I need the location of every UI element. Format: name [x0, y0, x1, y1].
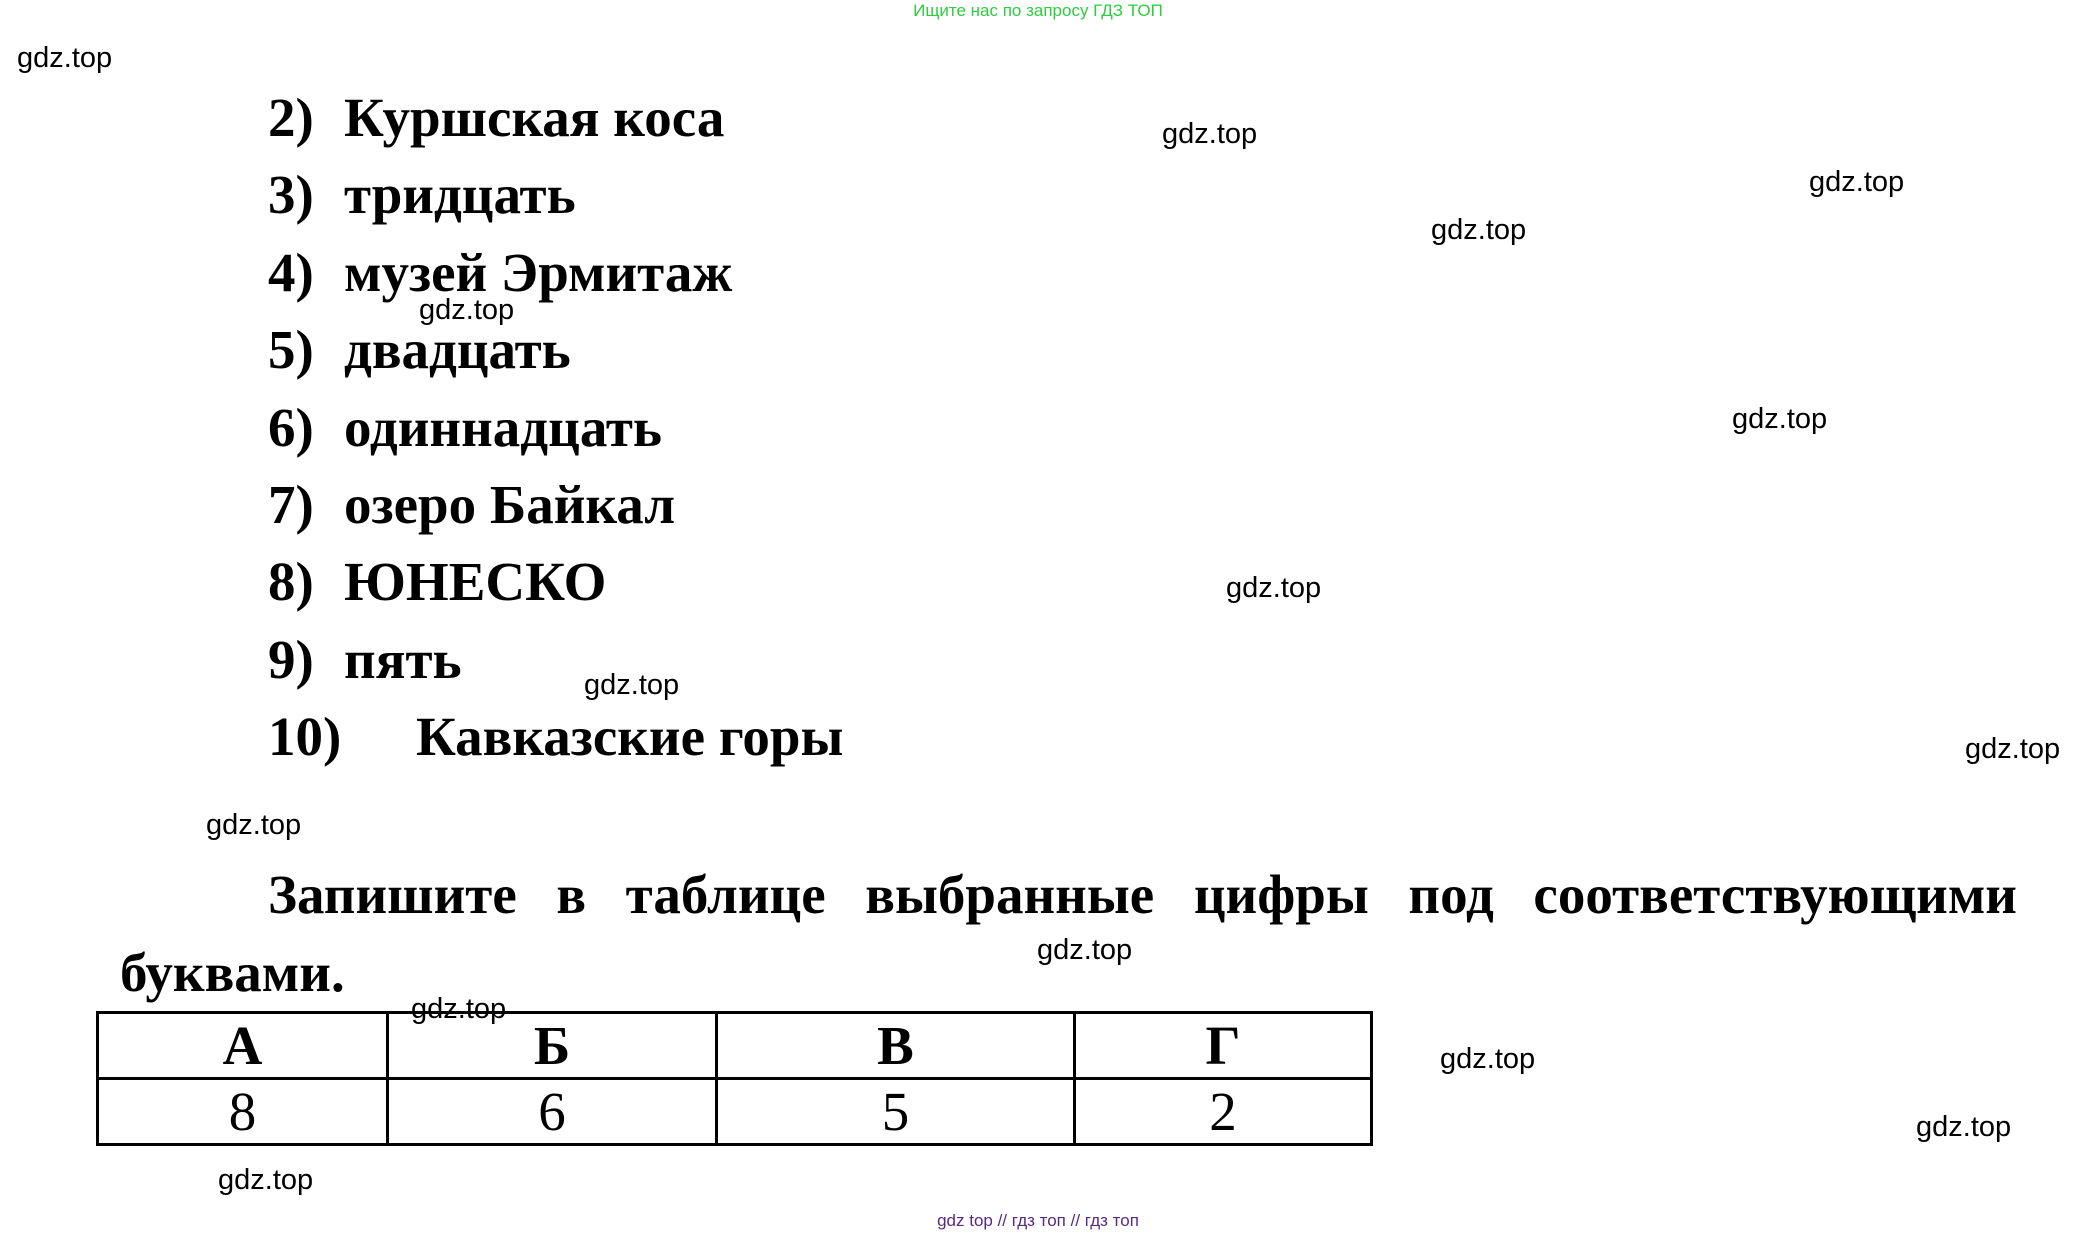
watermark: gdz.top: [206, 809, 302, 841]
list-item-number: 4): [268, 241, 314, 303]
table-cell: 2: [1075, 1079, 1372, 1145]
list-item-number: 3): [268, 164, 314, 226]
list-item-text: музей Эрмитаж: [344, 241, 733, 303]
list-item-number: 5): [268, 319, 314, 381]
watermark: gdz.top: [1916, 1111, 2012, 1143]
answer-options-list: [268, 86, 843, 783]
list-item: [268, 241, 843, 318]
table-row: [98, 1079, 1372, 1145]
watermark: gdz.top: [218, 1164, 314, 1196]
table-cell: 6: [388, 1079, 717, 1145]
table-header-row: [98, 1013, 1372, 1079]
watermark: gdz.top: [1809, 166, 1905, 198]
watermark: gdz.top: [1965, 733, 2061, 765]
list-item-text: Куршская коса: [344, 87, 725, 148]
list-item: [268, 705, 843, 782]
watermark: gdz.top: [1226, 572, 1322, 604]
watermark: gdz.top: [1732, 403, 1828, 435]
answer-table: [96, 1011, 1373, 1146]
list-item-number: 7): [268, 473, 314, 535]
table-header-cell: Б: [388, 1013, 717, 1079]
top-banner: Ищите нас по запросу ГДЗ ТОП: [913, 1, 1163, 20]
bottom-banner: gdz top // гдз топ // гдз топ: [937, 1211, 1139, 1230]
list-item: [268, 163, 843, 240]
list-item-text: ЮНЕСКО: [344, 551, 607, 613]
watermark: gdz.top: [584, 669, 680, 701]
watermark: gdz.top: [1431, 214, 1527, 246]
list-item-number: 2): [268, 87, 314, 148]
list-item-text: двадцать: [344, 319, 571, 381]
list-item: [268, 550, 843, 627]
list-item-number: 8): [268, 551, 314, 613]
list-item-number: 6): [268, 396, 314, 458]
watermark: gdz.top: [419, 294, 515, 326]
table-cell: 5: [717, 1079, 1075, 1145]
list-item-number: 9): [268, 628, 314, 690]
list-item: [268, 473, 843, 550]
table-cell: 8: [98, 1079, 388, 1145]
list-item: [268, 628, 843, 705]
list-item-text: Кавказские горы: [416, 706, 844, 768]
table-header-cell: А: [98, 1013, 388, 1079]
watermark: gdz.top: [17, 42, 113, 74]
instruction-text: Запишите в таблице выбранные цифры под соответствующими буквами.: [120, 864, 2017, 1003]
watermark: gdz.top: [1162, 118, 1258, 150]
watermark: gdz.top: [411, 993, 507, 1025]
list-item: [268, 318, 843, 395]
list-item-text: пять: [344, 628, 462, 690]
list-item-text: озеро Байкал: [344, 473, 676, 535]
list-item: [268, 86, 843, 163]
table-header-cell: Г: [1075, 1013, 1372, 1079]
table-header-cell: В: [717, 1013, 1075, 1079]
list-item-number: 10): [268, 706, 342, 768]
list-item-text: тридцать: [344, 164, 576, 226]
list-item-text: одиннадцать: [344, 396, 662, 458]
watermark: gdz.top: [1440, 1043, 1536, 1075]
list-item: [268, 396, 843, 473]
watermark: gdz.top: [1037, 934, 1133, 966]
